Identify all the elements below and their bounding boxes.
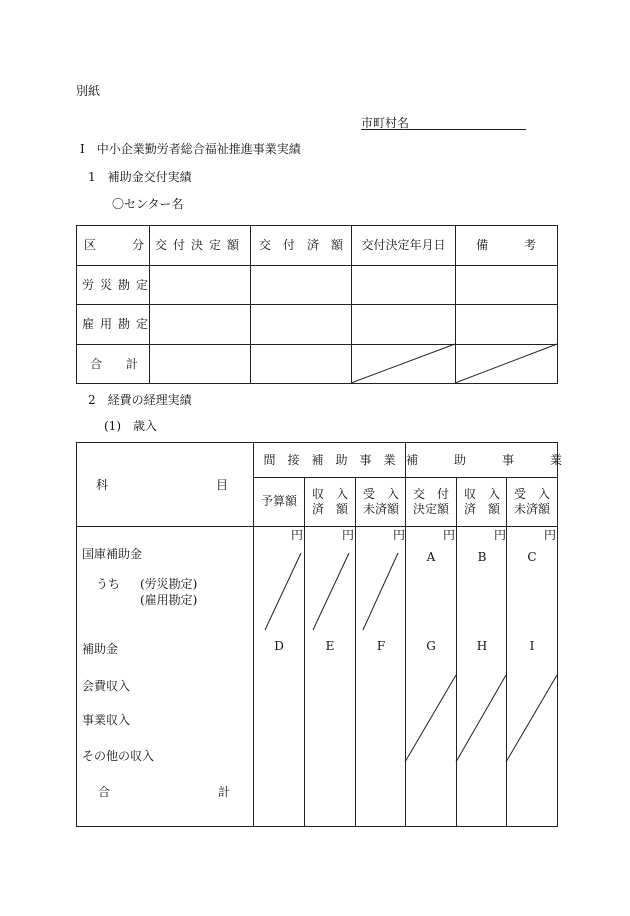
row-national-subsidy: 国庫補助金 — [82, 547, 143, 561]
subheader-received-1: 収 入 — [311, 487, 348, 501]
header-indirect-subsidy: 間 接 補 助 事 業 — [263, 453, 396, 467]
mark-i: I — [529, 639, 535, 653]
header-paid-amount: 交 付 済 額 — [258, 238, 343, 252]
subheader-decided-2: 決定額 — [412, 502, 449, 516]
yen-unit: 円 — [342, 528, 355, 542]
header-direct-subsidy: 補 助 事 業 — [406, 453, 563, 467]
diagonal-slash — [455, 344, 557, 383]
subheader-received-1: 収 入 — [463, 487, 500, 501]
diagonal-slash — [351, 344, 455, 383]
center-name-label: 〇センター名 — [112, 197, 184, 211]
attachment-label: 別紙 — [76, 84, 101, 98]
mark-c: C — [527, 550, 537, 564]
subheader-unreceived-1: 受 入 — [362, 487, 399, 501]
municipality-label: 市町村名 — [361, 116, 410, 130]
header-decided-amount: 交付決定額 — [154, 238, 245, 252]
subheader-received-2: 済 額 — [311, 502, 348, 516]
subheader-unreceived-1: 受 入 — [513, 487, 550, 501]
yen-unit: 円 — [393, 528, 406, 542]
mark-b: B — [477, 550, 487, 564]
row-label-koyou: 雇用勘定 — [82, 317, 155, 331]
yen-unit: 円 — [291, 528, 304, 542]
row-label-total: 合 計 — [90, 357, 139, 371]
row-membership-fees: 会費収入 — [82, 679, 131, 693]
subheader-unreceived-2: 未済額 — [513, 502, 550, 516]
subheader-unreceived-2: 未済額 — [362, 502, 399, 516]
row-of-which: うち — [96, 577, 121, 591]
row-subsidy: 補助金 — [82, 642, 119, 656]
yen-unit: 円 — [494, 528, 507, 542]
header-note: 備 考 — [475, 238, 536, 252]
yen-unit: 円 — [544, 528, 557, 542]
mark-f: F — [376, 639, 386, 653]
row-other-income: その他の収入 — [82, 749, 155, 763]
mark-d: D — [274, 639, 284, 653]
mark-g: G — [426, 639, 436, 653]
subheader-budget: 予算額 — [260, 494, 297, 508]
section-title: Ⅰ 中小企業勤労者総合福祉推進事業実績 — [80, 142, 301, 156]
row-label-rousai: 労災勘定 — [82, 278, 155, 292]
subsection-2-1-title: (1) 歳入 — [104, 419, 157, 433]
row-koyou: (雇用勘定) — [140, 593, 198, 607]
header-item: 科 目 — [96, 478, 229, 492]
yen-unit: 円 — [443, 528, 456, 542]
mark-h: H — [476, 639, 488, 653]
header-decision-date: 交付決定年月日 — [361, 238, 446, 252]
subsection-1-title: 1 補助金交付実績 — [88, 170, 192, 184]
subheader-received-2: 済 額 — [463, 502, 500, 516]
mark-e: E — [325, 639, 335, 653]
row-total: 合 計 — [98, 785, 231, 799]
row-business-income: 事業収入 — [82, 713, 131, 727]
subsection-2-title: 2 経費の経理実績 — [88, 393, 192, 407]
mark-a: A — [426, 550, 436, 564]
row-rousai: (労災勘定) — [140, 577, 198, 591]
subheader-decided-1: 交 付 — [412, 487, 449, 501]
header-category: 区 分 — [84, 238, 144, 252]
